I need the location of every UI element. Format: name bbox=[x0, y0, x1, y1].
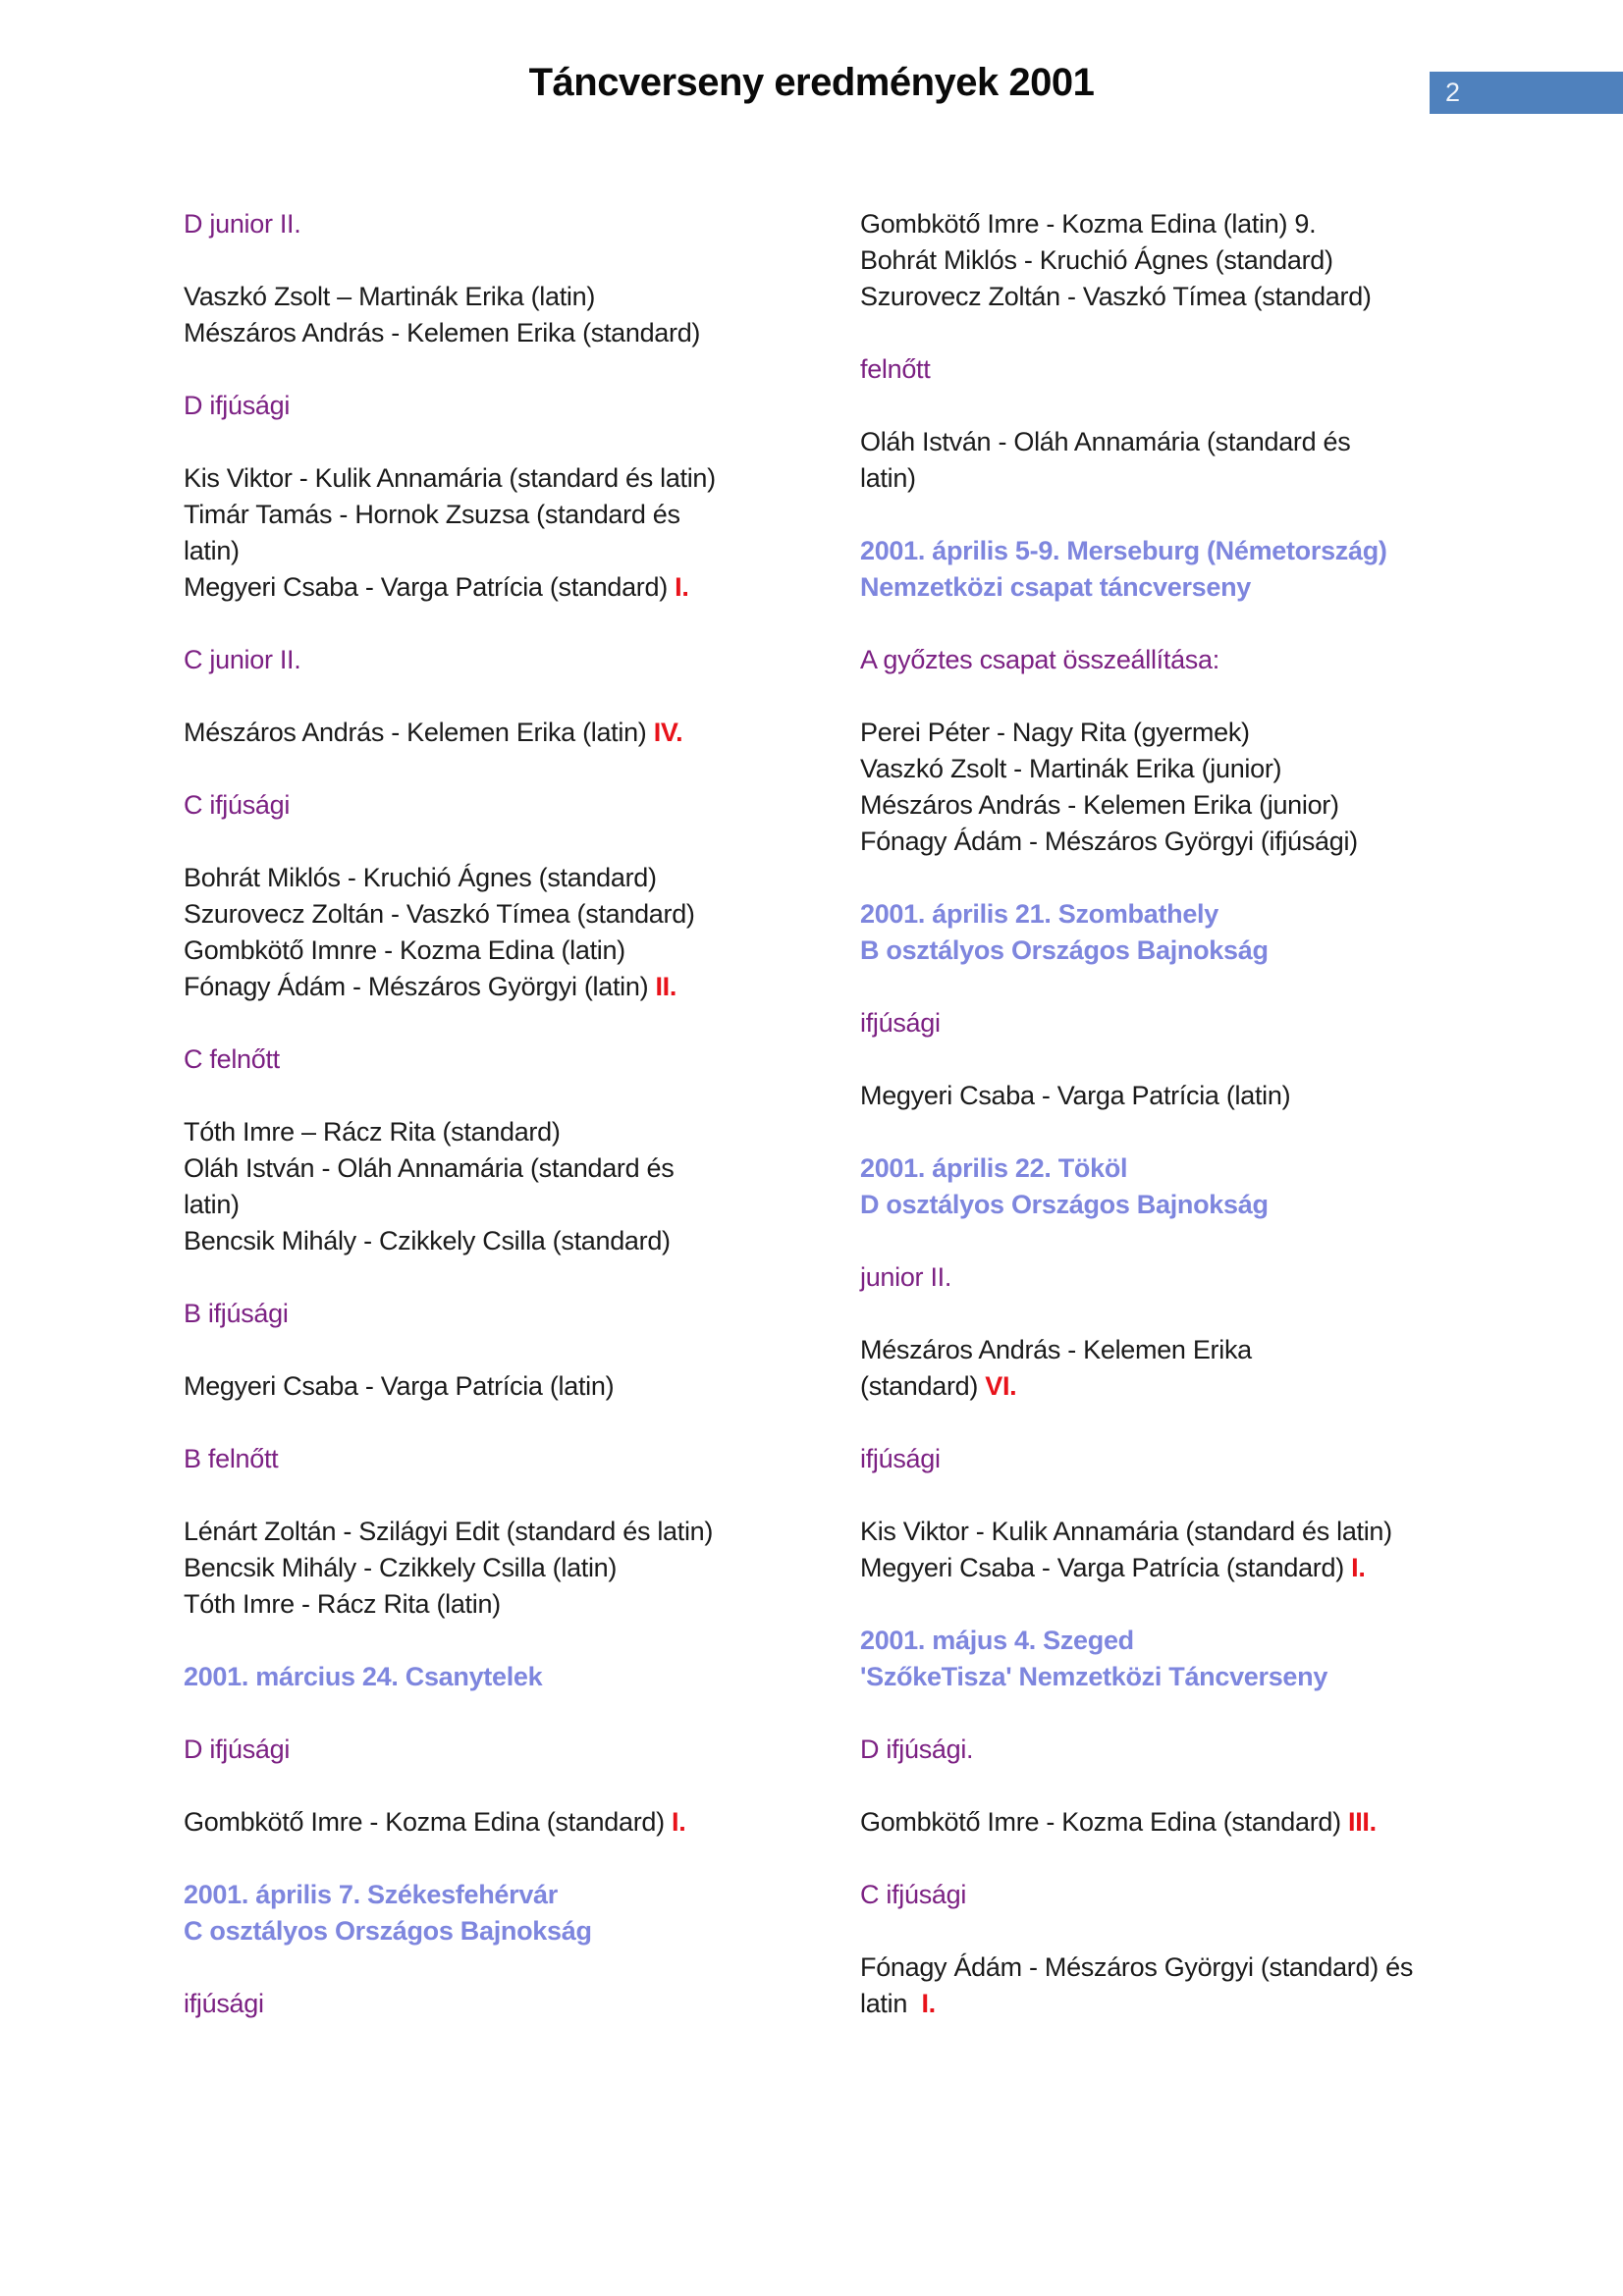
text-line bbox=[860, 1659, 1538, 1695]
line-text: D ifjúsági bbox=[184, 391, 291, 420]
text-line bbox=[860, 1949, 1538, 1986]
line-text: Gombkötő Imre - Kozma Edina (standard) bbox=[860, 1807, 1349, 1837]
line-text: C junior II. bbox=[184, 645, 301, 674]
text-line bbox=[860, 642, 1538, 678]
placement-result: I. bbox=[921, 1989, 936, 2018]
line-text: Perei Péter - Nagy Rita (gyermek) bbox=[860, 718, 1250, 747]
text-line bbox=[860, 751, 1538, 787]
line-text: 2001. március 24. Csanytelek bbox=[184, 1662, 543, 1691]
event-heading bbox=[860, 533, 1538, 606]
text-line bbox=[184, 1732, 861, 1768]
line-text: Bencsik Mihály - Czikkely Csilla (standard) bbox=[184, 1226, 671, 1255]
line-text: Bohrát Miklós - Kruchió Ágnes (standard) bbox=[184, 863, 657, 892]
text-line bbox=[860, 787, 1538, 824]
line-text: Oláh István - Oláh Annamária (standard és bbox=[184, 1153, 675, 1183]
text-line bbox=[184, 860, 861, 896]
text-line bbox=[860, 1368, 1538, 1405]
result-paragraph bbox=[860, 1804, 1538, 1841]
line-text: Tóth Imre – Rácz Rita (standard) bbox=[184, 1117, 561, 1147]
category-heading bbox=[860, 1259, 1538, 1296]
text-line bbox=[184, 1877, 861, 1913]
page-title: Táncverseny eredmények 2001 bbox=[528, 61, 1095, 104]
result-paragraph bbox=[860, 1078, 1538, 1114]
line-text: D ifjúsági bbox=[184, 1735, 291, 1764]
line-text: latin) bbox=[184, 536, 240, 565]
line-text: Mészáros András - Kelemen Erika bbox=[860, 1335, 1252, 1364]
text-line bbox=[184, 206, 861, 242]
text-line bbox=[184, 315, 861, 351]
text-line bbox=[860, 1187, 1538, 1223]
line-text: Szurovecz Zoltán - Vaszkó Tímea (standard) bbox=[860, 282, 1372, 311]
line-text: (standard) bbox=[860, 1371, 986, 1401]
text-line bbox=[184, 1586, 861, 1623]
result-paragraph bbox=[184, 715, 861, 751]
line-text: ifjúsági bbox=[184, 1989, 264, 2018]
category-heading bbox=[184, 206, 861, 242]
result-paragraph bbox=[860, 1514, 1538, 1586]
line-text: Kis Viktor - Kulik Annamária (standard és latin) bbox=[184, 463, 716, 493]
result-paragraph bbox=[860, 206, 1538, 315]
event-heading bbox=[184, 1877, 861, 1949]
result-paragraph bbox=[860, 1332, 1538, 1405]
line-text: 2001. április 22. Tököl bbox=[860, 1153, 1128, 1183]
category-heading bbox=[860, 1732, 1538, 1768]
text-line bbox=[184, 896, 861, 933]
text-line bbox=[184, 787, 861, 824]
text-line bbox=[184, 1913, 861, 1949]
result-paragraph bbox=[184, 1368, 861, 1405]
line-text: B felnőtt bbox=[184, 1444, 279, 1473]
text-line bbox=[860, 1623, 1538, 1659]
text-line bbox=[860, 279, 1538, 315]
text-line bbox=[184, 279, 861, 315]
category-heading bbox=[184, 388, 861, 424]
line-text: 2001. május 4. Szeged bbox=[860, 1626, 1134, 1655]
line-text: ifjúsági bbox=[860, 1008, 941, 1038]
line-text: Oláh István - Oláh Annamária (standard és bbox=[860, 427, 1351, 456]
text-line bbox=[860, 715, 1538, 751]
category-heading bbox=[184, 1296, 861, 1332]
event-heading bbox=[860, 896, 1538, 969]
line-text: Fónagy Ádám - Mészáros Györgyi (ifjúsági) bbox=[860, 827, 1358, 856]
result-paragraph bbox=[184, 860, 861, 1005]
line-text: felnőtt bbox=[860, 354, 931, 384]
event-heading bbox=[184, 1659, 861, 1695]
placement-result: VI. bbox=[985, 1371, 1017, 1401]
line-text: Gombkötő Imre - Kozma Edina (latin) 9. bbox=[860, 209, 1317, 239]
category-heading bbox=[860, 642, 1538, 678]
result-paragraph bbox=[184, 460, 861, 606]
line-text: Tóth Imre - Rácz Rita (latin) bbox=[184, 1589, 501, 1619]
text-line bbox=[860, 460, 1538, 497]
text-line bbox=[860, 1550, 1538, 1586]
line-text: Vaszkó Zsolt – Martinák Erika (latin) bbox=[184, 282, 596, 311]
category-heading bbox=[860, 351, 1538, 388]
category-heading bbox=[860, 1877, 1538, 1913]
line-text: 'SzőkeTisza' Nemzetközi Táncverseny bbox=[860, 1662, 1328, 1691]
line-text: Bohrát Miklós - Kruchió Ágnes (standard) bbox=[860, 245, 1333, 275]
event-heading bbox=[860, 1150, 1538, 1223]
line-text: Timár Tamás - Hornok Zsuzsa (standard és bbox=[184, 500, 680, 529]
text-line bbox=[860, 1732, 1538, 1768]
text-line bbox=[860, 1259, 1538, 1296]
line-text: junior II. bbox=[860, 1262, 952, 1292]
placement-result: I. bbox=[675, 572, 689, 602]
line-text: B ifjúsági bbox=[184, 1299, 289, 1328]
line-text: D junior II. bbox=[184, 209, 301, 239]
text-line bbox=[860, 1986, 1538, 2022]
text-line bbox=[184, 1041, 861, 1078]
category-heading bbox=[184, 642, 861, 678]
line-text: Megyeri Csaba - Varga Patrícia (standard) bbox=[184, 572, 676, 602]
text-line bbox=[860, 896, 1538, 933]
line-text: ifjúsági bbox=[860, 1444, 941, 1473]
text-line bbox=[860, 351, 1538, 388]
text-line bbox=[184, 1296, 861, 1332]
category-heading bbox=[860, 1441, 1538, 1477]
line-text: latin bbox=[860, 1989, 922, 2018]
text-line bbox=[184, 388, 861, 424]
category-heading bbox=[184, 787, 861, 824]
text-line bbox=[184, 1441, 861, 1477]
text-line bbox=[860, 1804, 1538, 1841]
text-line bbox=[860, 533, 1538, 569]
text-line bbox=[184, 1986, 861, 2022]
line-text: Szurovecz Zoltán - Vaszkó Tímea (standard) bbox=[184, 899, 695, 929]
text-line bbox=[184, 1150, 861, 1187]
text-line bbox=[860, 424, 1538, 460]
text-line bbox=[860, 569, 1538, 606]
placement-result: II. bbox=[655, 972, 677, 1001]
text-line bbox=[860, 242, 1538, 279]
text-line bbox=[860, 1150, 1538, 1187]
result-paragraph bbox=[184, 279, 861, 351]
line-text: Megyeri Csaba - Varga Patrícia (latin) bbox=[860, 1081, 1291, 1110]
category-heading bbox=[184, 1986, 861, 2022]
line-text: A győztes csapat összeállítása: bbox=[860, 645, 1219, 674]
text-line bbox=[860, 1441, 1538, 1477]
placement-result: I. bbox=[1351, 1553, 1366, 1582]
right-column bbox=[860, 206, 1538, 2058]
line-text: Fónagy Ádám - Mészáros Györgyi (latin) bbox=[184, 972, 656, 1001]
line-text: Bencsik Mihály - Czikkely Csilla (latin) bbox=[184, 1553, 618, 1582]
left-column bbox=[184, 206, 861, 2058]
line-text: Megyeri Csaba - Varga Patrícia (latin) bbox=[184, 1371, 615, 1401]
line-text: Gombkötő Imnre - Kozma Edina (latin) bbox=[184, 935, 625, 965]
placement-result: I. bbox=[672, 1807, 686, 1837]
line-text: D osztályos Országos Bajnokság bbox=[860, 1190, 1269, 1219]
line-text: Nemzetközi csapat táncverseny bbox=[860, 572, 1251, 602]
line-text: Fónagy Ádám - Mészáros Györgyi (standard) és bbox=[860, 1952, 1414, 1982]
text-line bbox=[184, 460, 861, 497]
line-text: latin) bbox=[860, 463, 916, 493]
result-paragraph bbox=[184, 1804, 861, 1841]
line-text: 2001. április 5-9. Merseburg (Németország) bbox=[860, 536, 1387, 565]
text-line bbox=[184, 1223, 861, 1259]
text-line bbox=[184, 1187, 861, 1223]
text-line bbox=[184, 642, 861, 678]
text-line bbox=[860, 824, 1538, 860]
text-line bbox=[184, 569, 861, 606]
placement-result: IV. bbox=[653, 718, 683, 747]
text-line bbox=[860, 1005, 1538, 1041]
category-heading bbox=[184, 1441, 861, 1477]
line-text: Gombkötő Imre - Kozma Edina (standard) bbox=[184, 1807, 673, 1837]
page-number-badge bbox=[1430, 72, 1623, 114]
text-line bbox=[184, 969, 861, 1005]
result-paragraph bbox=[860, 1949, 1538, 2022]
text-line bbox=[860, 206, 1538, 242]
event-heading bbox=[860, 1623, 1538, 1695]
line-text: Mészáros András - Kelemen Erika (standard) bbox=[184, 318, 701, 347]
result-paragraph bbox=[184, 1514, 861, 1623]
text-line bbox=[860, 1332, 1538, 1368]
text-line bbox=[184, 497, 861, 533]
text-line bbox=[184, 1368, 861, 1405]
line-text: Mészáros András - Kelemen Erika (junior) bbox=[860, 790, 1339, 820]
text-line bbox=[184, 715, 861, 751]
line-text: Mészáros András - Kelemen Erika (latin) bbox=[184, 718, 654, 747]
line-text: Kis Viktor - Kulik Annamária (standard és latin) bbox=[860, 1517, 1392, 1546]
line-text: Lénárt Zoltán - Szilágyi Edit (standard és latin) bbox=[184, 1517, 714, 1546]
line-text: Vaszkó Zsolt - Martinák Erika (junior) bbox=[860, 754, 1282, 783]
line-text: C felnőtt bbox=[184, 1044, 280, 1074]
result-paragraph bbox=[860, 424, 1538, 497]
text-line bbox=[860, 1877, 1538, 1913]
line-text: 2001. április 7. Székesfehérvár bbox=[184, 1880, 558, 1909]
category-heading bbox=[184, 1732, 861, 1768]
text-line bbox=[860, 933, 1538, 969]
line-text: C osztályos Országos Bajnokság bbox=[184, 1916, 592, 1946]
text-line bbox=[184, 1114, 861, 1150]
line-text: C ifjúsági bbox=[860, 1880, 967, 1909]
text-line bbox=[860, 1514, 1538, 1550]
line-text: C ifjúsági bbox=[184, 790, 291, 820]
result-paragraph bbox=[184, 1114, 861, 1259]
result-paragraph bbox=[860, 715, 1538, 860]
line-text: 2001. április 21. Szombathely bbox=[860, 899, 1218, 929]
text-line bbox=[184, 1659, 861, 1695]
line-text: Megyeri Csaba - Varga Patrícia (standard) bbox=[860, 1553, 1352, 1582]
text-line bbox=[184, 1804, 861, 1841]
placement-result: III. bbox=[1348, 1807, 1377, 1837]
text-line bbox=[184, 1550, 861, 1586]
text-line bbox=[184, 1514, 861, 1550]
category-heading bbox=[860, 1005, 1538, 1041]
text-line bbox=[184, 933, 861, 969]
text-line bbox=[184, 533, 861, 569]
category-heading bbox=[184, 1041, 861, 1078]
line-text: B osztályos Országos Bajnokság bbox=[860, 935, 1269, 965]
line-text: D ifjúsági. bbox=[860, 1735, 974, 1764]
line-text: latin) bbox=[184, 1190, 240, 1219]
page-number: 2 bbox=[1445, 78, 1461, 107]
text-line bbox=[860, 1078, 1538, 1114]
